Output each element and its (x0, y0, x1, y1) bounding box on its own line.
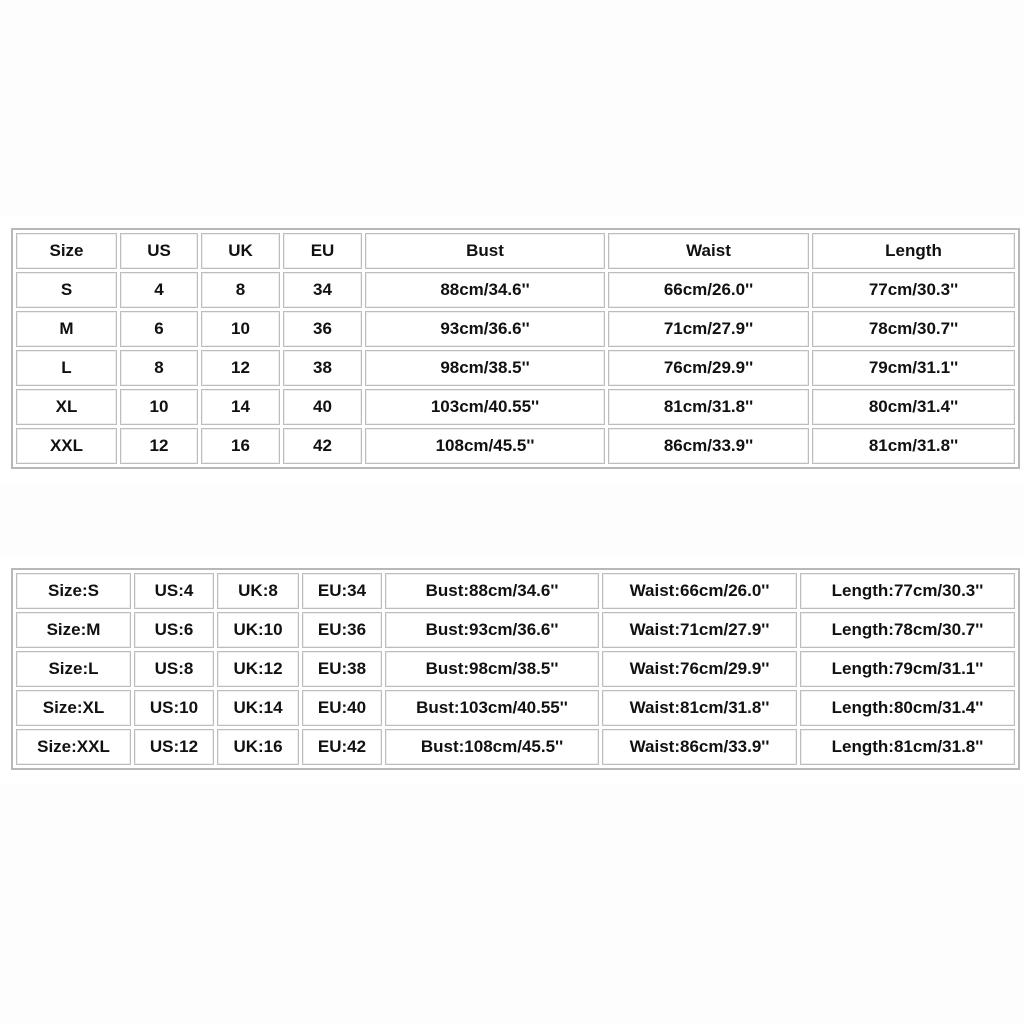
table-cell: 80cm/31.4'' (812, 389, 1015, 425)
table-cell: UK:12 (217, 651, 299, 687)
table-cell: Bust (365, 233, 605, 269)
table-cell: Bust:98cm/38.5'' (385, 651, 599, 687)
table-cell: Waist:81cm/31.8'' (602, 690, 797, 726)
table-cell: 88cm/34.6'' (365, 272, 605, 308)
table-cell: Length:81cm/31.8'' (800, 729, 1015, 765)
table-row (16, 612, 1015, 648)
table-cell: M (16, 311, 117, 347)
table-row (16, 690, 1015, 726)
table-cell: Length:80cm/31.4'' (800, 690, 1015, 726)
table-cell: 10 (201, 311, 280, 347)
table-cell: 38 (283, 350, 362, 386)
table-row (16, 729, 1015, 765)
table-cell: Waist:66cm/26.0'' (602, 573, 797, 609)
table-cell: US:4 (134, 573, 214, 609)
table-cell: US:12 (134, 729, 214, 765)
table-cell: Bust:88cm/34.6'' (385, 573, 599, 609)
table-cell: 14 (201, 389, 280, 425)
table-cell: Length:79cm/31.1'' (800, 651, 1015, 687)
table-cell: EU:36 (302, 612, 382, 648)
table-cell: 6 (120, 311, 198, 347)
table-cell: Length (812, 233, 1015, 269)
table-cell: 66cm/26.0'' (608, 272, 809, 308)
table-cell: UK (201, 233, 280, 269)
table-cell: UK:8 (217, 573, 299, 609)
table-cell: Bust:93cm/36.6'' (385, 612, 599, 648)
table-row (16, 428, 1015, 464)
table-cell: Size:M (16, 612, 131, 648)
table-cell: 4 (120, 272, 198, 308)
table-cell: US:8 (134, 651, 214, 687)
table-cell: Waist:71cm/27.9'' (602, 612, 797, 648)
table-cell: 12 (120, 428, 198, 464)
table-cell: 93cm/36.6'' (365, 311, 605, 347)
table-cell: S (16, 272, 117, 308)
table-cell: UK:16 (217, 729, 299, 765)
table-cell: EU (283, 233, 362, 269)
table-cell: EU:40 (302, 690, 382, 726)
table-cell: 8 (201, 272, 280, 308)
table-row (16, 272, 1015, 308)
table-cell: Waist:86cm/33.9'' (602, 729, 797, 765)
table-cell: Bust:103cm/40.55'' (385, 690, 599, 726)
table-cell: 42 (283, 428, 362, 464)
table-row (16, 350, 1015, 386)
table-cell: US (120, 233, 198, 269)
table-cell: 40 (283, 389, 362, 425)
table-row (16, 389, 1015, 425)
table-cell: Size:S (16, 573, 131, 609)
table-cell: UK:14 (217, 690, 299, 726)
table-cell: Size:L (16, 651, 131, 687)
table-cell: XXL (16, 428, 117, 464)
table-cell: 16 (201, 428, 280, 464)
table-cell: 98cm/38.5'' (365, 350, 605, 386)
table-cell: XL (16, 389, 117, 425)
table-cell: 8 (120, 350, 198, 386)
table-cell: 108cm/45.5'' (365, 428, 605, 464)
table-row (16, 573, 1015, 609)
table-cell: EU:38 (302, 651, 382, 687)
table-cell: 79cm/31.1'' (812, 350, 1015, 386)
table-cell: Waist:76cm/29.9'' (602, 651, 797, 687)
table-cell: 76cm/29.9'' (608, 350, 809, 386)
size-chart-labeled-table (11, 568, 1020, 770)
table-cell: EU:42 (302, 729, 382, 765)
table-cell: 12 (201, 350, 280, 386)
table-cell: 34 (283, 272, 362, 308)
table-cell: Waist (608, 233, 809, 269)
table-cell: EU:34 (302, 573, 382, 609)
table-cell: Bust:108cm/45.5'' (385, 729, 599, 765)
table-cell: Size:XXL (16, 729, 131, 765)
table-cell: 81cm/31.8'' (608, 389, 809, 425)
table-row (16, 311, 1015, 347)
table-cell: Size (16, 233, 117, 269)
table-cell: UK:10 (217, 612, 299, 648)
table-cell: 77cm/30.3'' (812, 272, 1015, 308)
table-cell: US:6 (134, 612, 214, 648)
size-chart-table (11, 228, 1020, 469)
table-cell: 103cm/40.55'' (365, 389, 605, 425)
table-row (16, 651, 1015, 687)
table-cell: 71cm/27.9'' (608, 311, 809, 347)
table-cell: 78cm/30.7'' (812, 311, 1015, 347)
table-cell: US:10 (134, 690, 214, 726)
table-cell: Size:XL (16, 690, 131, 726)
table-cell: 86cm/33.9'' (608, 428, 809, 464)
table-cell: Length:77cm/30.3'' (800, 573, 1015, 609)
table-cell: 81cm/31.8'' (812, 428, 1015, 464)
header-row (16, 233, 1015, 269)
table-cell: L (16, 350, 117, 386)
table-cell: Length:78cm/30.7'' (800, 612, 1015, 648)
table-cell: 36 (283, 311, 362, 347)
table-cell: 10 (120, 389, 198, 425)
